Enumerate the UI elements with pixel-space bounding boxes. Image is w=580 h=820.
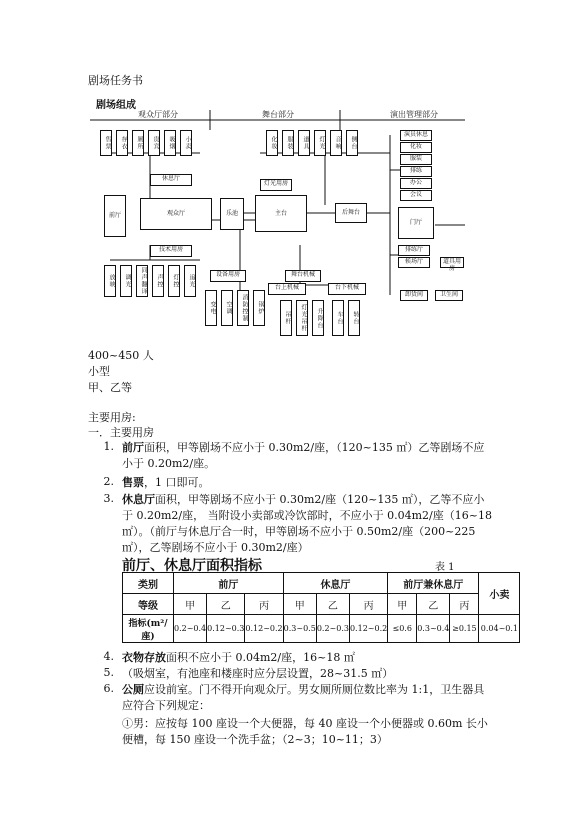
item-1-text: 面积，甲等剧场不应小于 0.30m2/座，（120~135 ㎡）乙等剧场不应小于 0.20m2/座。 [122,441,485,470]
diagram-title: 剧场组成 [96,100,136,111]
bottom-mid-2: 空调 [221,290,233,326]
item-3-text: 面积，甲等剧场不应小于 0.30m2/座（120~135 ㎡），乙等不应小于 0.20m2/座， 当附设小卖部或冷饮部时，不应小于 0.04m2/座（16~18 ㎡）。（前厅与休息厅合一时，甲等剧场不应小于 0.50m2/座（200~225 ㎡），乙等剧场不应小于 0.30m2/座） [122,493,492,554]
item-3-bold: 休息厅 [122,493,155,506]
stage-box-5: 音响 [330,130,342,156]
section-head-management: 演出管理部分 [390,110,438,119]
up-mech-box: 台上机械 [268,283,306,295]
lobby-box: 前厅 [104,195,126,237]
value-8: 0.3~0.4 [417,615,450,643]
item-6-bold: 公厕 [122,683,144,696]
waiting-box: 候场厅 [398,257,430,268]
item-4 [122,650,492,666]
group-combined: 前厅兼休息厅 [388,573,479,594]
meta-capacity: 400~450 人 [88,349,154,362]
pit-box: 乐池 [220,198,244,230]
stage-box-1: 化妆 [266,130,278,156]
stage-box-2: 服装 [282,130,294,156]
stage-box-4: 灯光 [314,130,326,156]
value-2: 0.12~0.3 [207,615,245,643]
light-room-box: 灯光用房 [260,179,292,191]
grade-4: 甲 [283,594,316,615]
item-6-text: 应设前室。门不得开向观众厅。男女厕所厕位数比率为 1:1，卫生器具应符合下列规定： [122,683,485,712]
item-6-sub [122,716,492,748]
item-2-text: ，1 口即可。 [144,476,210,489]
meta-grade: 甲、乙等 [88,381,132,394]
bottom-tech-4: 车台 [332,300,344,336]
toilet-box: 卫生间 [435,290,463,301]
bottom-left-6: 追光 [184,265,196,297]
type-label: 类别 [123,573,174,594]
item-6-sub-text: ①男：应按每 100 座设一个大便器，每 40 座设一个小便器或 0.60m 长小便槽，每 150 座设一个洗手盆；（2~3；10~11；3） [122,717,488,746]
bottom-left-4: 声控 [152,265,164,297]
rehearsal-box: 排练厅 [398,245,430,256]
small-shop-label: 小卖 [479,573,520,615]
index-label: 指标(m²/座) [123,615,174,643]
grade-6: 丙 [349,594,387,615]
auditorium-box: 观众厅 [140,198,212,230]
top-box-3: 厕所 [132,130,144,156]
door-hall-box: 门厅 [398,207,434,239]
value-9: ≥0.15 [450,615,479,643]
doc-title: 剧场任务书 [88,74,143,87]
grade-9: 丙 [450,594,479,615]
dock-box: 卸货间 [400,290,428,301]
top-box-5: 吸烟 [164,130,176,156]
main-rooms-heading: 主要用房: [88,411,136,424]
mgmt-item-4: 排练 [400,166,432,177]
item-3 [122,492,492,556]
bottom-tech-5: 转台 [348,300,360,336]
grade-7: 甲 [388,594,417,615]
equip-box: 设备用房 [210,270,246,282]
item-4-text: 面积不应小于 0.04m2/座，16~18 ㎡ [166,651,355,664]
mgmt-item-6: 会议 [400,190,432,201]
section-head-stage: 舞台部分 [262,110,294,119]
item-2-bold: 售票 [122,476,144,489]
value-1: 0.2~0.4 [174,615,207,643]
stage-box-3: 道具 [298,130,310,156]
value-6: 0.12~0.2 [349,615,387,643]
grade-8: 乙 [417,594,450,615]
value-4: 0.3~0.5 [283,615,316,643]
item-3-num: 3. [103,492,114,505]
stage-main-box: 主台 [255,195,307,232]
item-5 [122,666,492,682]
section-head-audience: 观众厅部分 [138,110,178,119]
table-number: 表 1 [435,562,455,573]
bottom-left-5: 灯控 [168,265,180,297]
item-4-num: 4. [103,650,114,663]
value-3: 0.12~0.2 [245,615,283,643]
tech-room-box: 技术用房 [150,245,192,257]
table-title: 前厅、休息厅面积指标 [122,558,262,574]
grade-5: 乙 [316,594,349,615]
group-rest: 休息厅 [283,573,388,594]
mgmt-item-5: 办公 [400,178,432,189]
top-box-4: 贵宾 [148,130,160,156]
group-lobby: 前厅 [174,573,284,594]
item-1-num: 1. [103,440,114,453]
stage-side-box: 后舞台 [335,203,367,223]
item-4-bold: 衣物存放 [122,651,166,664]
value-10: 0.04~0.1 [479,615,520,643]
areas-table [122,572,520,643]
item-1 [122,440,492,472]
bottom-left-2: 调光 [120,265,132,297]
mgmt-item-1: 演员休息 [400,130,432,141]
mgmt-item-3: 服装 [400,154,432,165]
value-5: 0.2~0.3 [316,615,349,643]
item-6 [122,682,492,714]
top-box-1: 售票 [100,130,112,156]
top-box-2: 存衣 [116,130,128,156]
storage-box: 道具用房 [440,257,464,268]
bottom-mid-1: 变电 [205,290,217,326]
down-mech-box: 台下机械 [328,283,366,295]
item-2 [122,475,492,491]
item-6-num: 6. [103,682,114,695]
bottom-mid-4: 锅炉 [253,290,265,326]
grade-1: 甲 [174,594,207,615]
stage-box-6: 侧台 [346,130,358,156]
bottom-mid-3: 消防控制 [237,290,249,326]
bottom-tech-3: 升降台 [312,300,324,336]
bottom-tech-2: 灯光吊杆 [296,300,308,336]
stage-mech-box: 舞台机械 [285,270,321,282]
meta-size: 小型 [88,365,110,378]
item-1-bold: 前厅 [122,441,144,454]
item-5-text: （吸烟室，有池座和楼座时应分层设置，28~31.5 ㎡） [122,667,394,680]
grade-3: 丙 [245,594,283,615]
bottom-tech-1: 吊杆 [280,300,292,336]
grade-2: 乙 [207,594,245,615]
item-5-num: 5. [103,666,114,679]
theater-composition-diagram [90,95,465,340]
subheading: 一．主要用房 [88,426,154,439]
bottom-left-1: 放映 [104,265,116,297]
grade-label: 等级 [123,594,174,615]
top-box-6: 小卖 [180,130,192,156]
rest-hall-box: 休息厅 [150,174,192,186]
mgmt-item-2: 化妆 [400,142,432,153]
item-2-num: 2. [103,475,114,488]
value-7: ≤0.6 [388,615,417,643]
bottom-left-3: 同声翻译 [136,265,148,297]
